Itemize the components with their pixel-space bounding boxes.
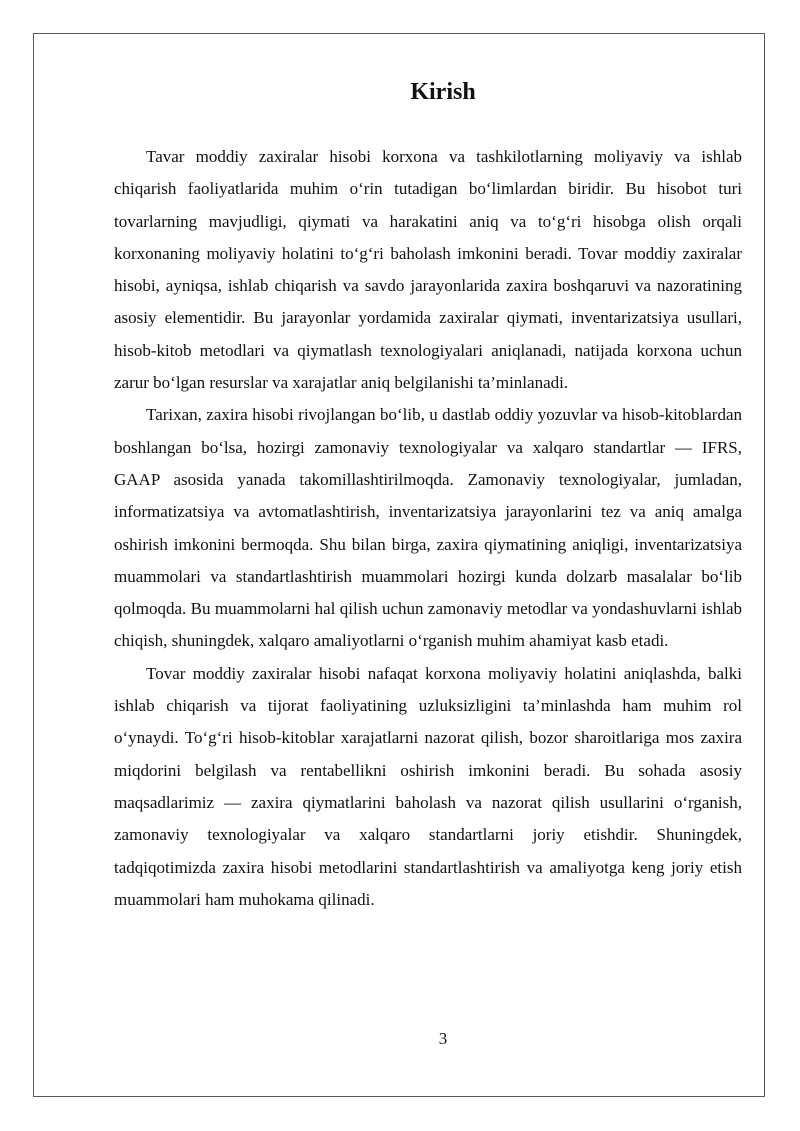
page-title: Kirish [410, 79, 476, 105]
document-body [114, 141, 742, 916]
paragraph-3: Tovar moddiy zaxiralar hisobi nafaqat korxona moliyaviy holatini aniqlashda, balki ishlab chiqarish va tijorat faoliyatining uzluksizligini ta’minlashda ham muhim rol o‘ynaydi. To‘g‘ri hisob-kitoblar xarajatlarni nazorat qilish, bozor sharoitlariga mos zaxira miqdorini belgilash va rentabellikni oshirish imkonini beradi. Bu sohada asosiy maqsadlarimiz — zaxira qiymatlarini baholash va nazorat qilish usullarini o‘rganish, zamonaviy texnologiyalar va xalqaro standartlarni joriy etishdir. Shuningdek, tadqiqotimizda zaxira hisobi metodlarini standartlashtirish va amaliyotga keng joriy etish muammolari ham muhokama qilinadi. [114, 663, 742, 909]
paragraph-1: Tavar moddiy zaxiralar hisobi korxona va tashkilotlarning moliyaviy va ishlab chiqarish faoliyatlarida muhim o‘rin tutadigan bo‘limlardan biridir. Bu hisobot turi tovarlarning mavjudligi, qiymati va harakatini aniq va to‘g‘ri hisobga olish orqali korxonaning moliyaviy holatini to‘g‘ri baholash imkonini beradi. Tovar moddiy zaxiralar hisobi, ayniqsa, ishlab chiqarish va savdo jarayonlarida zaxira boshqaruvi va nazoratining asosiy elementidir. Bu jarayonlar yordamida zaxiralar qiymati, inventarizatsiya usullari, hisob-kitob metodlari va qiymatlash texnologiyalari aniqlanadi, natijada korxona uchun zarur bo‘lgan resurslar va xarajatlar aniq belgilanishi ta’minlanadi. [114, 147, 742, 393]
paragraph-2: Tarixan, zaxira hisobi rivojlangan bo‘lib, u dastlab oddiy yozuvlar va hisob-kitoblardan boshlangan bo‘lsa, hozirgi zamonaviy texnologiyalar va xalqaro standartlar — IFRS, GAAP asosida yanada takomillashtirilmoqda. Zamonaviy texnologiyalar, jumladan, informatizatsiya va avtomatlashtirish, inventarizatsiya jarayonlarini tez va aniq amalga oshirish imkonini bermoqda. Shu bilan birga, zaxira qiymatining aniqligi, inventarizatsiya muammolari va standartlashtirish muammolari hozirgi kunda dolzarb masalalar bo‘lib qolmoqda. Bu muammolarni hal qilish uchun zamonaviy metodlar va yondashuvlarni ishlab chiqish, shuningdek, xalqaro amaliyotlarni o‘rganish muhim ahamiyat kasb etadi. [114, 405, 742, 651]
page-number: 3 [438, 1029, 448, 1048]
